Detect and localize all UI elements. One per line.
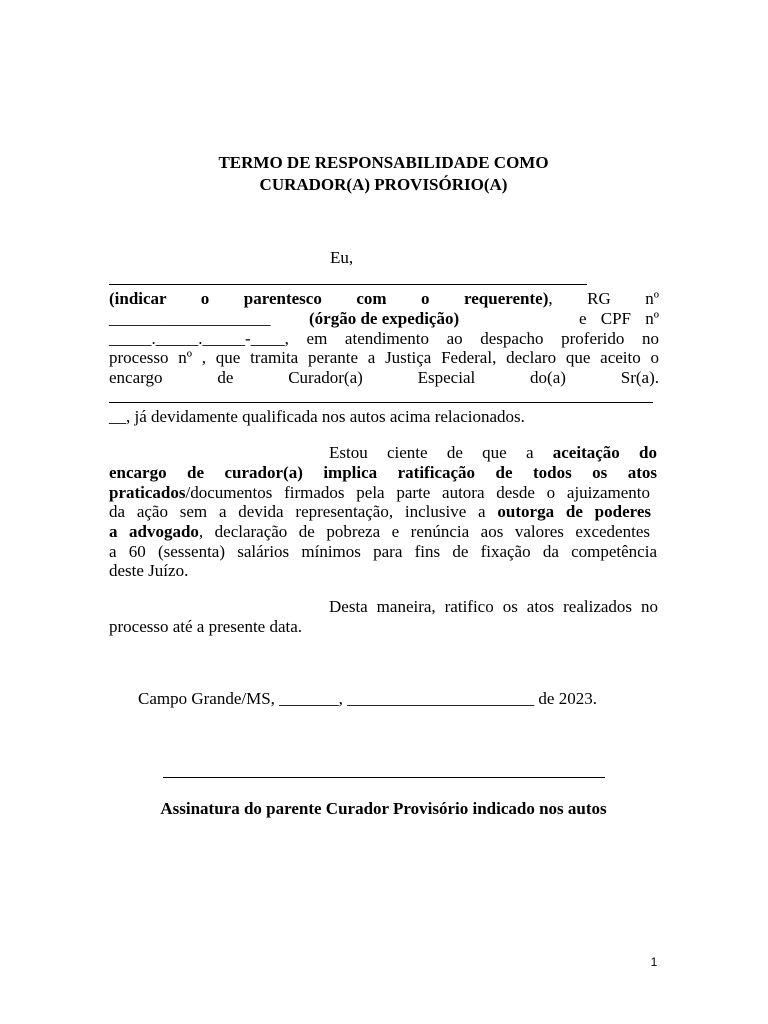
parentesco-label: (indicar o parentesco com o requerente) — [109, 289, 549, 308]
p3-line-1: Desta maneira, ratifico os atos realizados no — [329, 597, 658, 616]
p2-line-5 — [109, 522, 650, 542]
p1-line-1: Eu, — [330, 248, 354, 267]
title-line-2: CURADOR(A) PROVISÓRIO(A) — [259, 175, 508, 194]
signature-line — [163, 777, 605, 778]
p1-line-6: processo nº , que tramita perante a Justiça Federal, declaro que aceito o — [109, 348, 659, 367]
p2-line-3-text: /documentos firmados pela parte autora desde o ajuizamento — [185, 483, 650, 502]
title-line-1: TERMO DE RESPONSABILIDADE COMO — [218, 153, 549, 172]
p2-line-2: encargo de curador(a) implica ratificação de todos os atos — [109, 463, 657, 482]
date-line: Campo Grande/MS, _______, ______________________ de 2023. — [138, 689, 597, 708]
p1-line-9: __, já devidamente qualificada nos autos acima relacionados. — [109, 407, 525, 426]
orgao-expedicao-label: (órgão de expedição) — [309, 309, 460, 328]
p1-line-8 — [109, 388, 659, 408]
p2-line-5-bold: a advogado — [109, 522, 199, 541]
rg-label: , RG nº — [548, 289, 659, 308]
p2-line-7: deste Juízo. — [109, 561, 189, 580]
p3-line-2: processo até a presente data. — [109, 617, 303, 636]
name-blank — [109, 270, 587, 285]
p1-line-5: _____._____._____-____, em atendimento ao despacho proferido no — [109, 329, 659, 348]
p2-line-5-text: , declaração de pobreza e renúncia aos valores excedentes — [198, 522, 650, 541]
document-title — [108, 152, 659, 196]
p2-line-4-bold: outorga de poderes — [497, 502, 652, 521]
p1-line-2 — [109, 270, 659, 290]
p2-line-1-bold: aceitação do — [552, 443, 657, 462]
p2-line-3 — [109, 483, 650, 503]
curatelado-name-blank — [109, 388, 653, 403]
p2-line-1 — [329, 443, 657, 463]
p2-line-1-text: Estou ciente de que a — [329, 443, 553, 462]
p2-line-4-text: da ação sem a devida representação, inclusive a — [109, 502, 498, 521]
signature-caption: Assinatura do parente Curador Provisório indicado nos autos — [160, 799, 607, 818]
rg-blank: ___________________ — [109, 309, 271, 328]
p2-line-3-bold: praticados — [109, 483, 186, 502]
p1-line-4 — [109, 309, 659, 329]
p1-line-3 — [109, 289, 659, 309]
p1-line-7: encargo de Curador(a) Especial do(a) Sr(a). — [109, 368, 659, 387]
cpf-label: e CPF nº — [579, 309, 659, 328]
page-number: 1 — [650, 955, 658, 969]
p2-line-6: a 60 (sessenta) salários mínimos para fins de fixação da competência — [109, 542, 657, 561]
p2-line-4 — [109, 502, 651, 522]
